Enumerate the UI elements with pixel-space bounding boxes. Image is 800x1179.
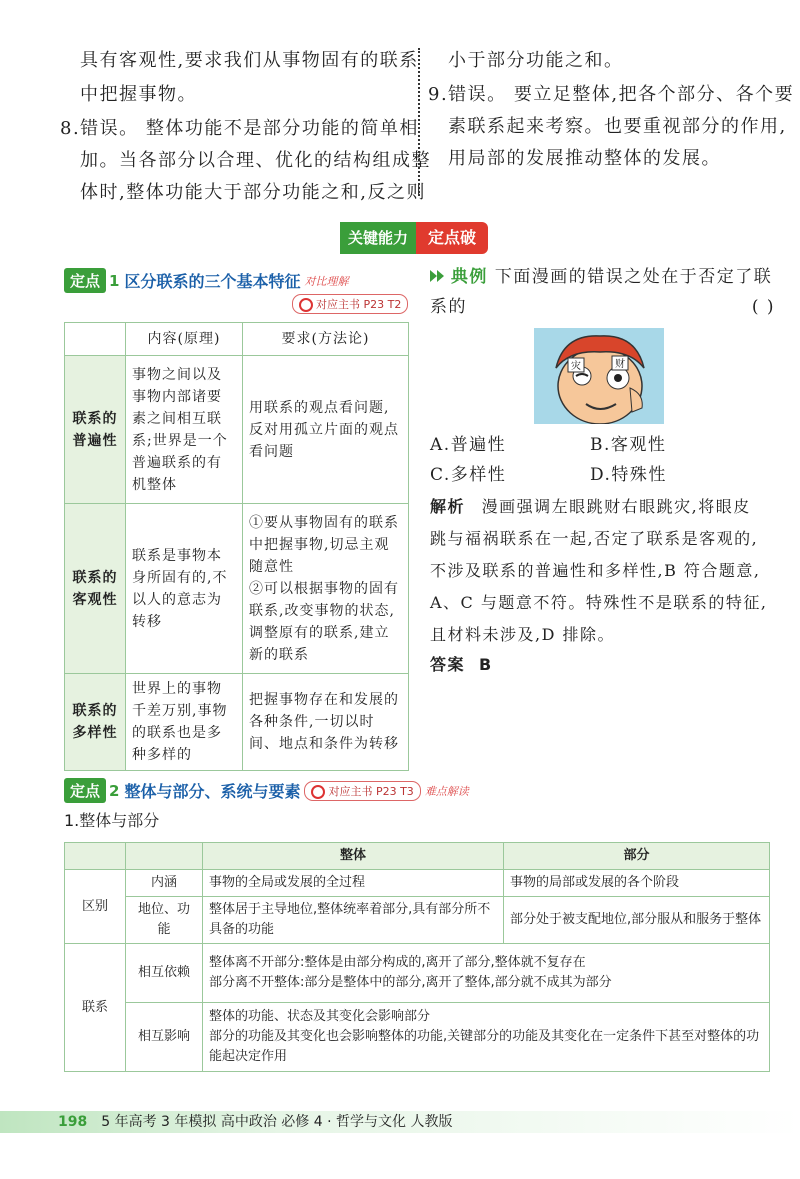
- row-header: 内涵: [126, 870, 203, 897]
- analysis-line: 跳与福祸联系在一起,否定了联系是客观的,: [430, 529, 759, 548]
- row-header: 联系的普遍性: [65, 356, 126, 504]
- right-para-line: 9.错误。 要立足整体,把各个部分、各个要: [428, 84, 795, 105]
- section-title-1: [64, 268, 348, 293]
- analysis-line: 不涉及联系的普遍性和多样性,B 符合题意,: [430, 561, 761, 580]
- target-icon: [311, 785, 325, 799]
- section-title-2: [64, 778, 469, 803]
- table-header: 整体: [203, 843, 504, 870]
- footer-text: 5 年高考 3 年模拟 高中政治 必修 4 · 哲学与文化 人教版: [101, 1114, 453, 1130]
- analysis-label: 解析: [430, 497, 466, 516]
- left-para-line: 具有客观性,要求我们从事物固有的联系: [80, 50, 419, 71]
- tag-number: 2: [109, 781, 120, 800]
- table-cell: 部分处于被支配地位,部分服从和服务于整体: [504, 897, 770, 944]
- option-d[interactable]: D.特殊性: [590, 465, 667, 485]
- cartoon-label: 财: [615, 359, 625, 370]
- table-header: 要求(方法论): [243, 323, 409, 356]
- note-pill: 难点解读: [424, 784, 469, 798]
- left-para-line: 8.错误。 整体功能不是部分功能的简单相: [60, 118, 419, 139]
- analysis-line: 且材料未涉及,D 排除。: [430, 625, 616, 644]
- example-label: 典例: [450, 267, 488, 287]
- page-number: 198: [58, 1114, 88, 1130]
- table-header: [65, 323, 126, 356]
- left-para-line: 加。当各部分以合理、优化的结构组成整: [80, 150, 431, 171]
- ref-pill[interactable]: 对应主书 P23 T3: [304, 781, 420, 801]
- footer: [58, 1111, 452, 1133]
- table-header: 内容(原理): [126, 323, 243, 356]
- option-a[interactable]: A.普遍性: [430, 435, 507, 455]
- table-cell: 整体的功能、状态及其变化会影响部分 部分的功能及其变化也会影响整体的功能,关键部分的功能及其变化在一定条件下甚至对整体的功能起决定作用: [203, 1003, 770, 1072]
- cartoon-label: 灾: [571, 361, 581, 372]
- play-icon: [437, 270, 444, 282]
- question-text: 系的: [430, 297, 467, 317]
- table-cell: 世界上的事物千差万别,事物的联系也是多种多样的: [126, 674, 243, 771]
- question-text: 下面漫画的错误之处在于否定了联: [494, 267, 773, 287]
- row-header: 相互影响: [126, 1003, 203, 1072]
- target-icon: [299, 298, 313, 312]
- tag: 定点: [64, 778, 106, 803]
- table-row: [65, 897, 770, 944]
- section-heading: 区分联系的三个基本特征: [124, 272, 301, 291]
- play-icon: [430, 270, 437, 282]
- banner-left: 关键能力: [340, 222, 416, 254]
- analysis-line: A、C 与题意不符。特殊性不是联系的特征,: [430, 593, 768, 612]
- answer-line: 答案 B: [430, 655, 493, 674]
- section-heading: 整体与部分、系统与要素: [124, 782, 301, 801]
- row-header: 联系的客观性: [65, 504, 126, 674]
- table-header: 部分: [504, 843, 770, 870]
- option-b[interactable]: B.客观性: [590, 435, 667, 455]
- row-header: 地位、功能: [126, 897, 203, 944]
- subheading: 1.整体与部分: [64, 811, 160, 830]
- left-para-line: 中把握事物。: [80, 84, 197, 105]
- table-header: [126, 843, 203, 870]
- table-row: [65, 674, 409, 771]
- group-header: 联系: [65, 944, 126, 1072]
- tag: 定点: [64, 268, 106, 293]
- table-cell: 整体离不开部分:整体是由部分构成的,离开了部分,整体就不复存在 部分离不开整体:部分是整体中的部分,离开了整体,部分就不成其为部分: [203, 944, 770, 1003]
- table-cell: 把握事物存在和发展的各种条件,一切以时间、地点和条件为转移: [243, 674, 409, 771]
- table-cell: 事物之间以及事物内部诸要素之间相互联系;世界是一个普遍联系的有机整体: [126, 356, 243, 504]
- ref-link[interactable]: [288, 294, 408, 314]
- option-c[interactable]: C.多样性: [430, 465, 507, 485]
- table-row: [65, 944, 770, 1003]
- table-row: [65, 870, 770, 897]
- tag-number: 1: [109, 271, 120, 290]
- table-cell: 联系是事物本身所固有的,不以人的意志为转移: [126, 504, 243, 674]
- column-divider: [418, 48, 420, 196]
- table-cell: 用联系的观点看问题,反对用孤立片面的观点看问题: [243, 356, 409, 504]
- row-header: 联系的多样性: [65, 674, 126, 771]
- table-cell: 整体居于主导地位,整体统率着部分,具有部分所不具备的功能: [203, 897, 504, 944]
- right-para-line: 用局部的发展推动整体的发展。: [448, 148, 721, 169]
- left-para-line: 体时,整体功能大于部分功能之和,反之则: [80, 182, 426, 203]
- table-cell: ①要从事物固有的联系中把握事物,切忌主观随意性 ②可以根据事物的固有联系,改变事物的状态,调整原有的联系,建立新的联系: [243, 504, 409, 674]
- right-para-line: 小于部分功能之和。: [448, 50, 624, 71]
- ref-pill[interactable]: 对应主书 P23 T2: [292, 294, 408, 314]
- answer-paren: ( ): [751, 297, 775, 317]
- table-row: [65, 1003, 770, 1072]
- row-header: 相互依赖: [126, 944, 203, 1003]
- whole-part-table: [64, 842, 770, 1072]
- cartoon-image: [534, 328, 664, 424]
- example-block: [430, 262, 775, 322]
- right-para-line: 素联系起来考察。也要重视部分的作用,: [448, 116, 787, 137]
- section-banner: [340, 222, 488, 254]
- table-cell: 事物的局部或发展的各个阶段: [504, 870, 770, 897]
- group-header: 区别: [65, 870, 126, 944]
- table-header: [65, 843, 126, 870]
- analysis-line: 解析 漫画强调左眼跳财右眼跳灾,将眼皮: [430, 497, 751, 516]
- table-cell: 事物的全局或发展的全过程: [203, 870, 504, 897]
- table-row: [65, 356, 409, 504]
- table-row: [65, 504, 409, 674]
- connection-features-table: [64, 322, 409, 771]
- note-pill: 对比理解: [304, 274, 349, 288]
- banner-right: 定点破: [416, 222, 488, 254]
